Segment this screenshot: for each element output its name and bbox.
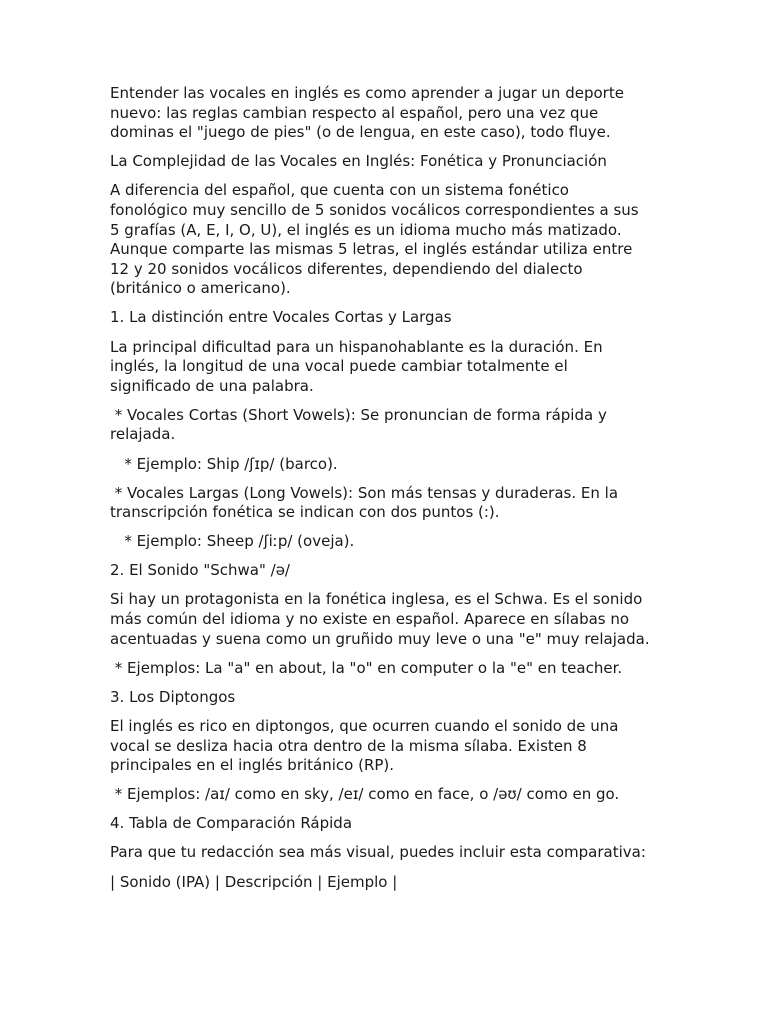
document-page [110, 84, 650, 902]
section-heading-table: 4. Tabla de Comparación Rápida [110, 814, 353, 833]
duration-paragraph: La principal dificultad para un hispanohablante es la duración. En inglés, la longitud de una vocal puede cambiar totalmente el significado de una palabra. [110, 337, 608, 395]
table-header-row: | Sonido (IPA) | Descripción | Ejemplo | [110, 872, 398, 891]
schwa-examples-item: * Ejemplos: La "a" en about, la "o" en computer o la "e" en teacher. [110, 658, 623, 677]
long-vowels-item: * Vocales Largas (Long Vowels): Son más tensas y duraderas. En la transcripción fonética se indican con dos puntos (:). [110, 483, 623, 522]
table-intro-paragraph: Para que tu redacción sea más visual, puedes incluir esta comparativa: [110, 843, 646, 862]
diphthongs-paragraph: El inglés es rico en diptongos, que ocurren cuando el sonido de una vocal se desliza hacia otra dentro de la misma sílaba. Existen 8 principales en el inglés británico (RP). [110, 716, 624, 775]
schwa-paragraph: Si hay un protagonista en la fonética inglesa, es el Schwa. Es el sonido más común del idioma y no existe en español. Aparece en sílabas no acentuadas y suena como un gruñido muy leve o una "e" muy relajada. [110, 590, 650, 648]
main-heading: La Complejidad de las Vocales en Inglés: Fonética y Pronunciación [110, 152, 607, 171]
intro-paragraph: Entender las vocales en inglés es como aprender a jugar un deporte nuevo: las reglas cambian respecto al español, pero una vez que dominas el "juego de pies" (o de lengua, en este caso), todo fluye. [110, 84, 629, 142]
diphthongs-examples-item: * Ejemplos: /aɪ/ como en sky, /eɪ/ como en face, o /əʊ/ como en go. [110, 785, 620, 804]
section-heading-schwa: 2. El Sonido "Schwa" /ə/ [110, 561, 290, 580]
comparison-paragraph: A diferencia del español, que cuenta con un sistema fonético fonológico muy sencillo de 5 sonidos vocálicos correspondientes a sus 5 grafías (A, E, I, O, U), el inglés es un idioma mucho más matizado. Aunque comparte las mismas 5 letras, el inglés estándar utiliza entre 12 y 20 sonidos vocálicos diferentes, dependiendo del dialecto (británico o americano). [110, 181, 644, 298]
short-vowels-example: * Ejemplo: Ship /ʃɪp/ (barco). [110, 454, 338, 473]
long-vowels-example: * Ejemplo: Sheep /ʃiːp/ (oveja). [110, 532, 355, 551]
short-vowels-item: * Vocales Cortas (Short Vowels): Se pronuncian de forma rápida y relajada. [110, 405, 612, 444]
section-heading-short-long: 1. La distinción entre Vocales Cortas y Largas [110, 308, 452, 327]
section-heading-diphthongs: 3. Los Diptongos [110, 687, 236, 706]
